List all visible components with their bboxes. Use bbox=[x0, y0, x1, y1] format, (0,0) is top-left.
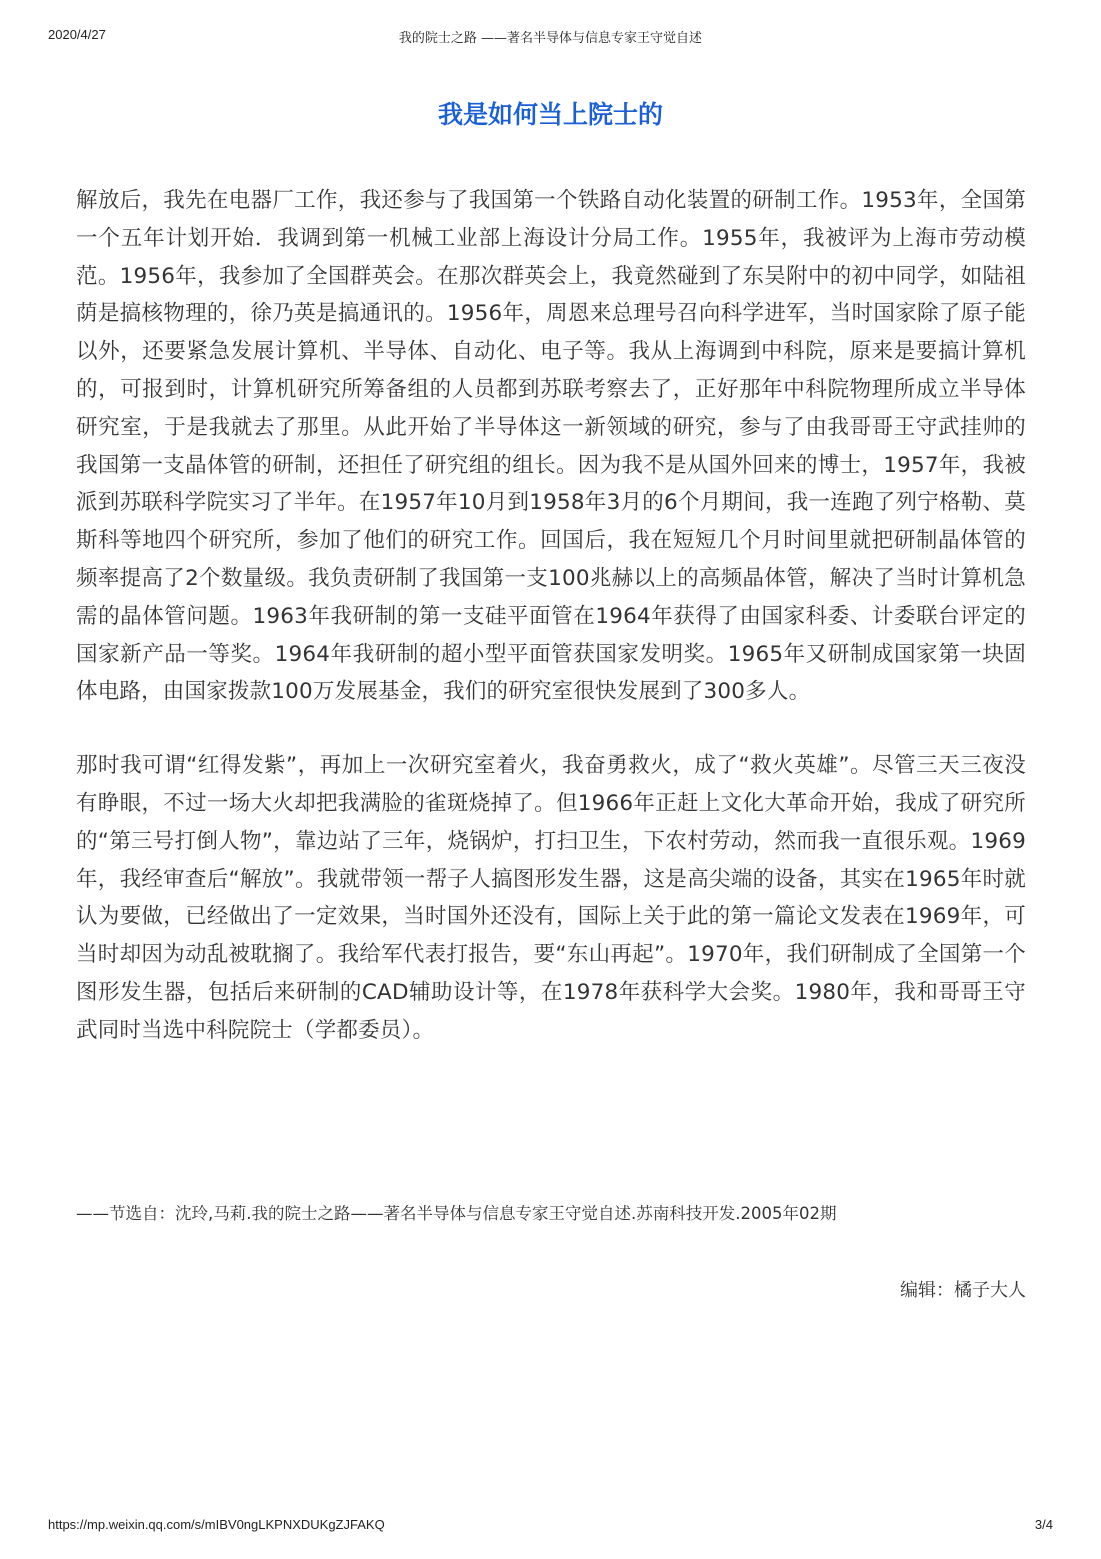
article-paragraph-1: 解放后，我先在电器厂工作，我还参与了我国第一个铁路自动化装置的研制工作。1953年，全国第一个五年计划开始．我调到第一机械工业部上海设计分局工作。1955年，我被评为上海市劳动模范。1956年，我参加了全国群英会。在那次群英会上，我竟然碰到了东吴附中的初中同学，如陆祖荫是搞核物理的，徐乃英是搞通讯的。1956年，周恩来总理号召向科学进军，当时国家除了原子能以外，还要紧急发展计算机、半导体、自动化、电子等。我从上海调到中科院，原来是要搞计算机的，可报到时，计算机研究所筹备组的人员都到苏联考察去了，正好那年中科院物理所成立半导体研究室，于是我就去了那里。从此开始了半导体这一新领域的研究，参与了由我哥哥王守武挂帅的我国第一支晶体管的研制，还担任了研究组的组长。因为我不是从国外回来的博士，1957年，我被派到苏联科学院实习了半年。在1957年10月到1958年3月的6个月期间，我一连跑了列宁格勒、莫斯科等地四个研究所，参加了他们的研究工作。回国后，我在短短几个月时间里就把研制晶体管的频率提高了2个数量级。我负责研制了我国第一支100兆赫以上的高频晶体管，解决了当时计算机急需的晶体管问题。1963年我研制的第一支硅平面管在1964年获得了由国家科委、计委联台评定的国家新产品一等奖。1964年我研制的超小型平面管获国家发明奖。1965年又研制成国家第一块固体电路，由国家拨款100万发展基金，我们的研究室很快发展到了300多人。 bbox=[76, 188, 1026, 705]
print-footer-url: https://mp.weixin.qq.com/s/mIBV0ngLKPNXDUKgZJFAKQ bbox=[48, 1517, 385, 1532]
article-body bbox=[76, 182, 1026, 1050]
source-citation: ——节选自：沈玲,马莉.我的院士之路——著名半导体与信息专家王守觉自述.苏南科技开发.2005年02期 bbox=[76, 1204, 837, 1223]
page-number: 3/4 bbox=[1034, 1517, 1053, 1532]
print-date: 2020/4/27 bbox=[48, 27, 106, 42]
editor-credit: 编辑：橘子大人 bbox=[900, 1280, 1026, 1301]
article-paragraph-2: 那时我可谓“红得发紫”，再加上一次研究室着火，我奋勇救火，成了“救火英雄”。尽管三天三夜没有睁眼，不过一场大火却把我满脸的雀斑烧掉了。但1966年正赶上文化大革命开始，我成了研究所的“第三号打倒人物”，靠边站了三年，烧锅炉，打扫卫生，下农村劳动，然而我一直很乐观。1969年，我经审查后“解放”。我就带领一帮子人搞图形发生器，这是高尖端的设备，其实在1965年时就认为要做，已经做出了一定效果，当时国外还没有，国际上关于此的第一篇论文发表在1969年，可当时却因为动乱被耽搁了。我给军代表打报告，要“东山再起”。1970年，我们研制成了全国第一个图形发生器，包括后来研制的CAD辅助设计等，在1978年获科学大会奖。1980年，我和哥哥王守武同时当选中科院院士（学都委员）。 bbox=[76, 753, 1026, 1043]
print-header-title: 我的院士之路 ——著名半导体与信息专家王守觉自述 bbox=[398, 31, 703, 46]
article-title: 我是如何当上院士的 bbox=[437, 100, 663, 129]
